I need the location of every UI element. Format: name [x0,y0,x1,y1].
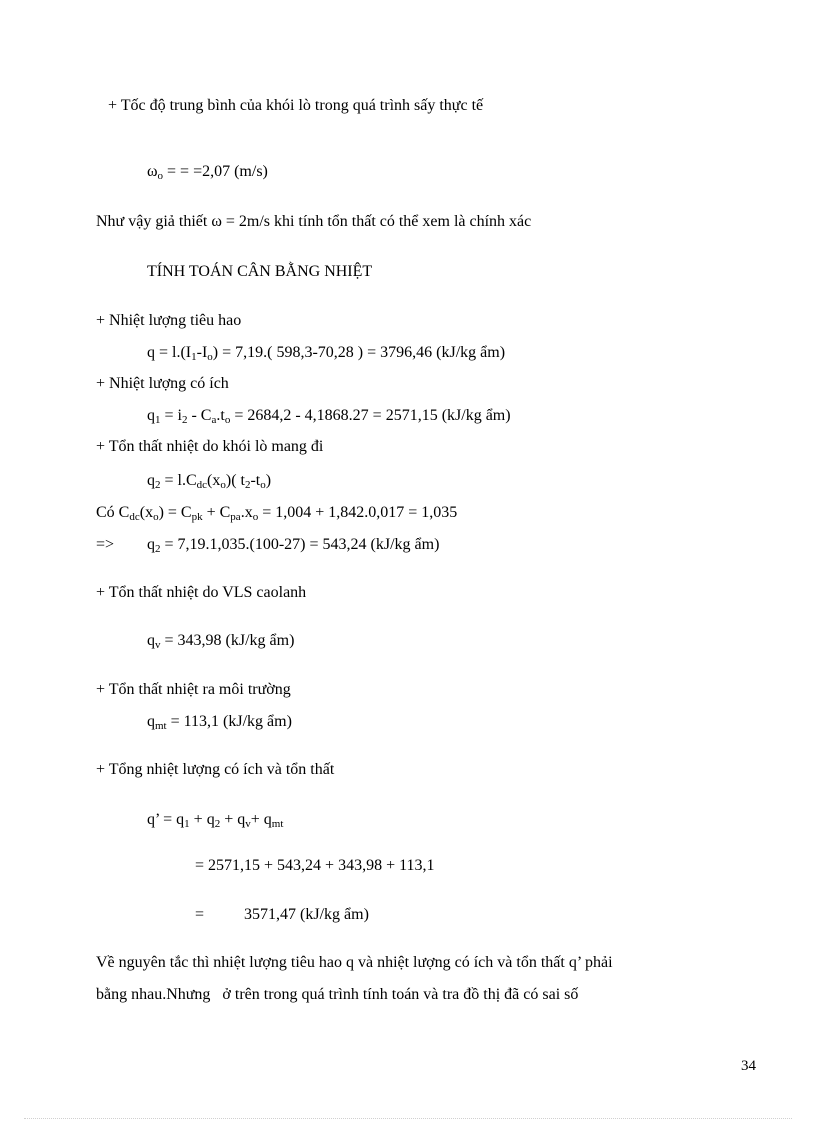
subscript: 2 [181,414,188,426]
text-part: -t [250,472,261,489]
text-part: + q [250,811,272,828]
text-part: (x [207,472,221,489]
formula-q2 [147,471,271,491]
subscript: 2 [155,543,161,555]
text-part: = 343,98 (kJ/kg ẩm) [160,632,295,649]
conclusion-line-1: Về nguyên tắc thì nhiệt lượng tiêu hao q và nhiệt lượng có ích và tổn thất q’ phải [96,954,613,971]
text-part: q [147,472,155,489]
subscript: 2 [214,818,221,830]
bullet-environment-loss: + Tổn thất nhiệt ra môi trường [96,681,291,698]
text-part: Có C [96,504,130,521]
subscript: dc [196,479,208,491]
formula-sum: = 2571,15 + 543,24 + 343,98 + 113,1 [195,857,435,874]
subscript: mt [155,720,167,732]
text-part: .t [216,407,225,424]
text-part: (x [139,504,154,521]
text-part: - C [187,407,212,424]
text-part: + q [220,811,246,828]
subscript: o [157,170,164,182]
bullet-flue-gas-loss: + Tổn thất nhiệt do khói lò mang đi [96,438,324,455]
formula-q-prime [147,810,283,830]
text-part: q [147,713,155,730]
text-part: q’ = q [147,811,185,828]
formula-omega [147,162,268,182]
formula-total: = 3571,47 (kJ/kg ẩm) [195,906,369,923]
implies-arrow: => [96,536,115,553]
subscript: o [220,479,226,491]
footer-divider [24,1118,792,1119]
subscript: dc [129,511,140,523]
text-part: q = l.(I [147,344,192,361]
subscript: v [245,818,251,830]
bullet-material-loss: + Tổn thất nhiệt do VLS caolanh [96,584,307,601]
subscript: pk [191,511,203,523]
text-part: q [147,536,155,553]
subscript: pa [230,511,241,523]
text-part: + q [189,811,215,828]
subscript: o [153,511,159,523]
subscript: o [260,479,266,491]
text-part: q [147,632,155,649]
formula-qmt [147,712,292,732]
formula-q1 [147,406,511,426]
subscript: mt [271,818,284,830]
formula-q [147,343,505,363]
subscript: o [252,511,259,523]
formula-qv [147,631,294,651]
text-part: = 2684,2 - 4,1868.27 = 2571,15 (kJ/kg ẩm) [230,407,511,424]
text-part: )( t [225,472,245,489]
section-heading: TÍNH TOÁN CÂN BẰNG NHIỆT [147,263,373,280]
subscript: o [224,414,231,426]
text-part: ) [265,472,272,489]
text-part: ) = 7,19.( 598,3-70,28 ) = 3796,46 (kJ/kg ẩm) [212,344,506,361]
text-part: ω [147,163,158,180]
text-part: = l.C [160,472,197,489]
conclusion-line-2: bằng nhau.Nhưng ở trên trong quá trình tính toán và tra đồ thị đã có sai số [96,986,579,1003]
text-part: + C [202,504,231,521]
page-number: 34 [741,1058,756,1074]
bullet-heat-consumption: + Nhiệt lượng tiêu hao [96,312,242,329]
text-part: = = =2,07 (m/s) [163,163,268,180]
bullet-average-speed: + Tốc độ trung bình của khói lò trong quá trình sấy thực tế [108,97,484,114]
subscript: 1 [191,351,197,363]
formula-q2-value [147,535,439,555]
text-part: -I [196,344,208,361]
subscript: 2 [244,479,251,491]
text-part: = i [160,407,182,424]
bullet-useful-heat: + Nhiệt lượng có ích [96,375,229,392]
text-part: = 7,19.1,035.(100-27) = 543,24 (kJ/kg ẩm) [160,536,440,553]
text-part: q [147,407,155,424]
bullet-total-heat: + Tổng nhiệt lượng có ích và tổn thất [96,761,335,778]
assumption-sentence: Như vậy giả thiết ω = 2m/s khi tính tổn thất có thể xem là chính xác [96,213,532,230]
text-part: .x [240,504,253,521]
subscript: 1 [155,414,161,426]
subscript: v [155,639,161,651]
text-part: ) = C [158,504,192,521]
subscript: o [207,351,213,363]
subscript: 1 [184,818,190,830]
text-part: = 1,004 + 1,842.0,017 = 1,035 [258,504,458,521]
subscript: a [211,414,217,426]
formula-cdc [96,503,457,523]
subscript: 2 [155,479,161,491]
text-part: = 113,1 (kJ/kg ẩm) [166,713,292,730]
